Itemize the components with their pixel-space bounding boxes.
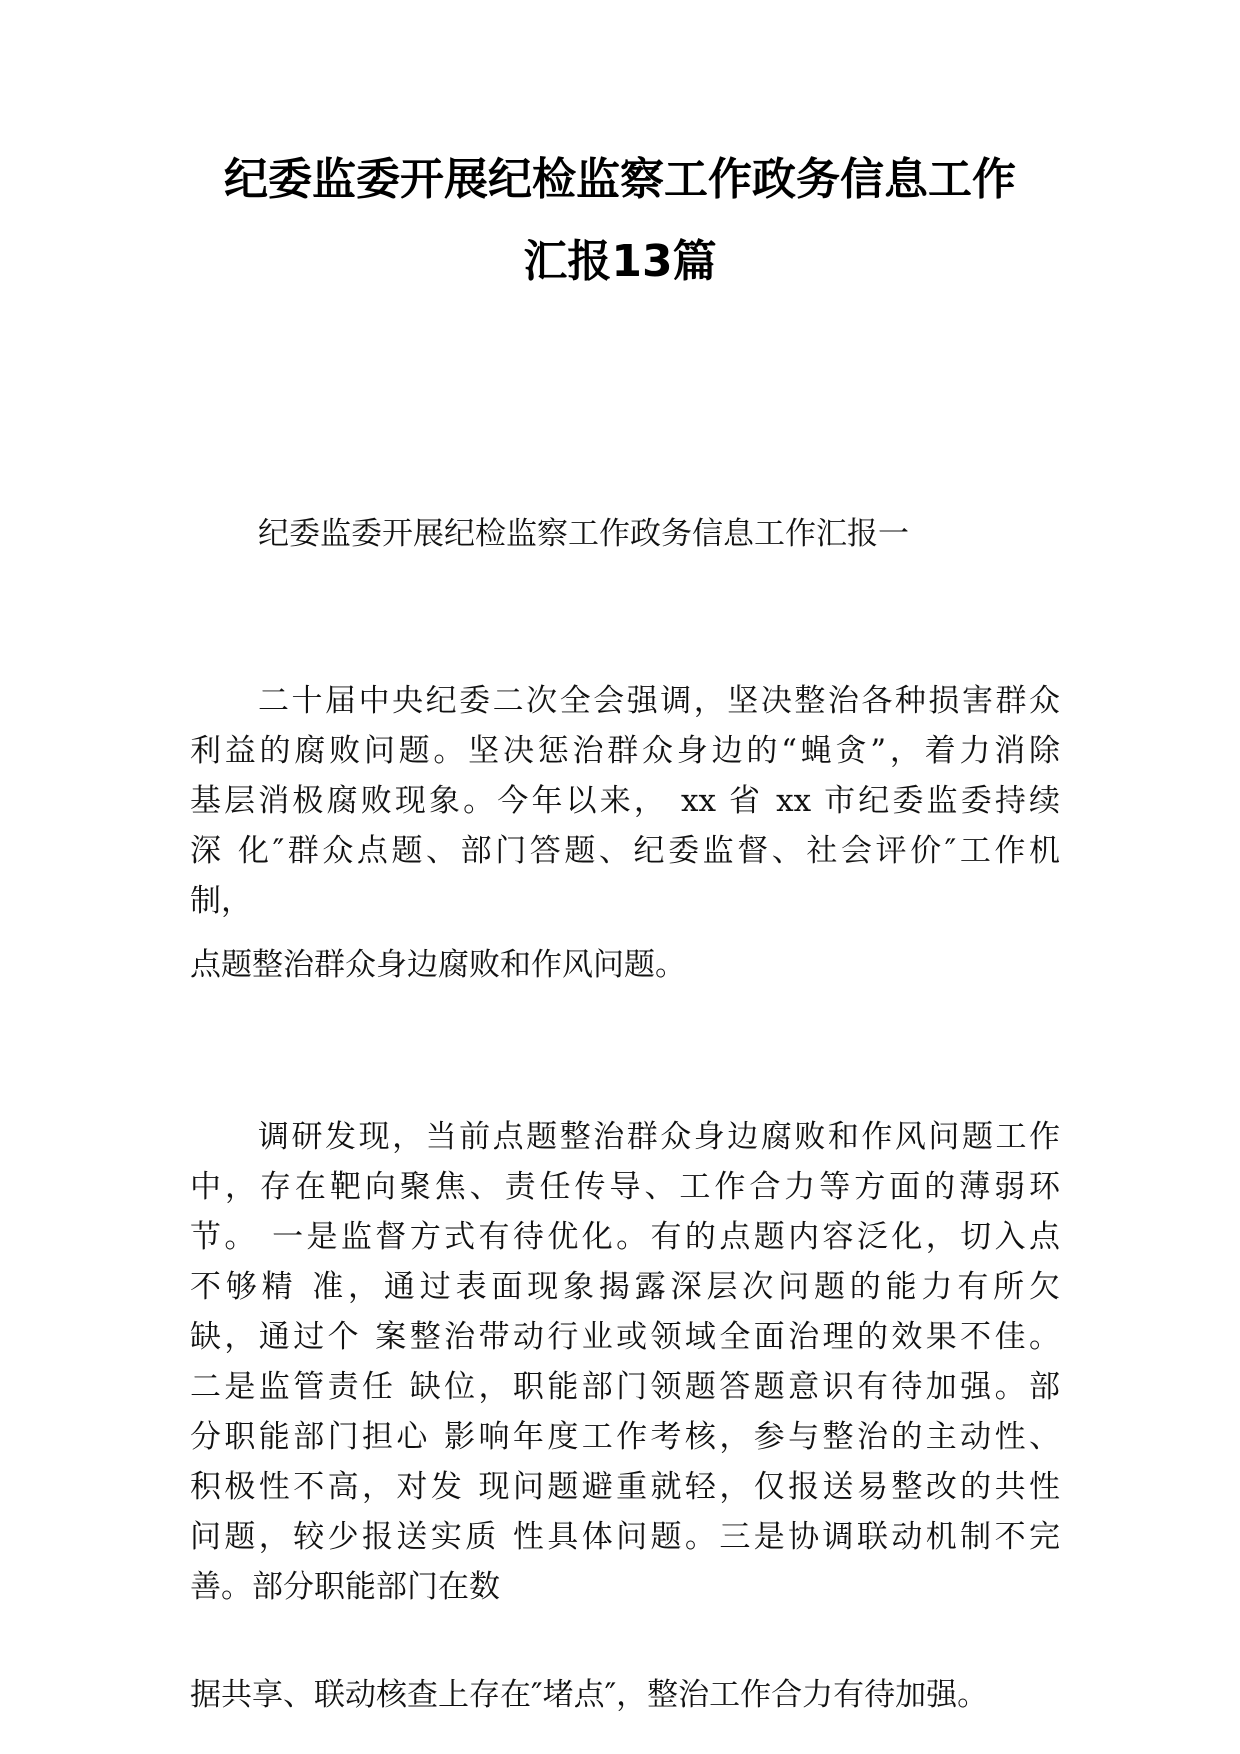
paragraph-2-continued-line: 据共享、联动核查上存在″堵点″，整治工作合力有待加强。 bbox=[190, 1677, 989, 1713]
paragraph-2-line: 分职能部门担心 影响年度工作考核，参与整治的主动性、 bbox=[190, 1419, 1060, 1455]
paragraph-2-line: 中，存在靶向聚焦、责任传导、工作合力等方面的薄弱环 bbox=[190, 1169, 1060, 1205]
paragraph-2 bbox=[190, 1112, 1060, 1612]
paragraph-1 bbox=[190, 676, 1060, 926]
paragraph-2-line: 调研发现，当前点题整治群众身边腐败和作风问题工作 bbox=[258, 1119, 1060, 1155]
document-title-line-2: 汇报13篇 bbox=[523, 236, 717, 287]
document-title-line-1: 纪委监委开展纪检监察工作政务信息工作 bbox=[224, 154, 1016, 205]
section-subheading: 纪委监委开展纪检监察工作政务信息工作汇报一 bbox=[258, 516, 909, 552]
paragraph-2-line: 缺，通过个 案整治带动行业或领域全面治理的效果不佳。 bbox=[190, 1319, 1060, 1355]
paragraph-2-line: 不够精 准，通过表面现象揭露深层次问题的能力有所欠 bbox=[190, 1269, 1060, 1305]
paragraph-2-line: 节。 一是监督方式有待优化。有的点题内容泛化，切入点 bbox=[190, 1219, 1060, 1255]
paragraph-1-line: 利益的腐败问题。坚决惩治群众身边的“蝇贪”，着力消除 bbox=[190, 733, 1060, 769]
paragraph-1-line: 基层消极腐败现象。今年以来， xx 省 xx 市纪委监委持续 bbox=[190, 783, 1060, 819]
paragraph-2-continued bbox=[190, 1670, 1060, 1720]
paragraph-2-line: 积极性不高，对发 现问题避重就轻，仅报送易整改的共性 bbox=[190, 1469, 1060, 1505]
paragraph-1-continued-line: 点题整治群众身边腐败和作风问题。 bbox=[190, 947, 686, 983]
paragraph-2-line: 问题，较少报送实质 性具体问题。三是协调联动机制不完 bbox=[190, 1519, 1060, 1555]
paragraph-1-line: 深 化″群众点题、部门答题、纪委监督、社会评价″工作机 bbox=[190, 833, 1060, 869]
paragraph-2-line: 二是监管责任 缺位，职能部门领题答题意识有待加强。部 bbox=[190, 1369, 1060, 1405]
paragraph-2-line: 善。部分职能部门在数 bbox=[190, 1569, 500, 1605]
paragraph-1-line: 二十届中央纪委二次全会强调，坚决整治各种损害群众 bbox=[258, 683, 1060, 719]
paragraph-1-line: 制， bbox=[190, 883, 252, 919]
paragraph-1-continued bbox=[190, 940, 1060, 990]
